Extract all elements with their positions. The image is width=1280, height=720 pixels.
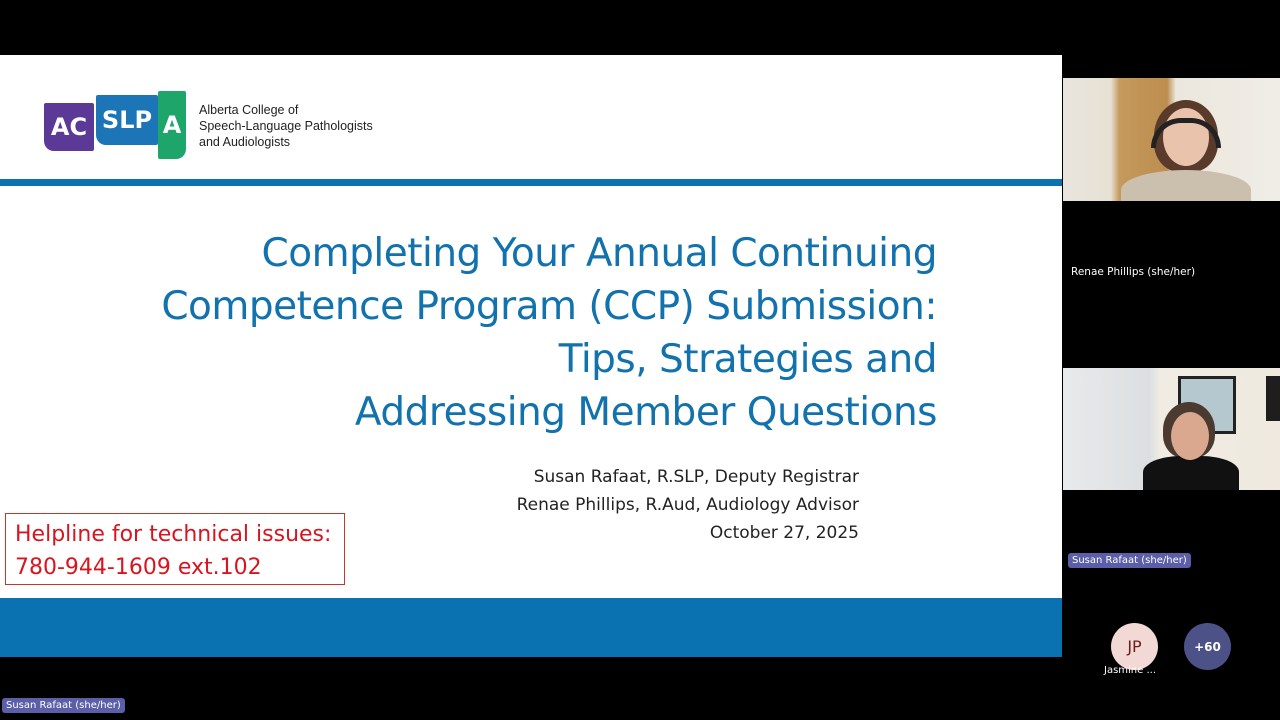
participant-video-susan[interactable] (1063, 368, 1280, 490)
more-participants-button[interactable]: +60 (1184, 623, 1231, 670)
logo-tile-ac: AC (44, 103, 94, 151)
participant-name-susan: Susan Rafaat (she/her) (1068, 553, 1191, 568)
helpline-box: Helpline for technical issues: 780-944-1609 ext.102 (5, 513, 345, 585)
person-body (1121, 170, 1251, 201)
logo-tile-a: A (158, 91, 186, 159)
person-body (1143, 456, 1239, 490)
presenter-name-tag: Susan Rafaat (she/her) (2, 698, 125, 713)
cabinet (1266, 376, 1280, 421)
person-face (1171, 412, 1209, 460)
participant-name-renae: Renae Phillips (she/her) (1071, 266, 1196, 278)
participant-avatar-jp[interactable]: JP (1111, 623, 1158, 670)
footer-band (0, 598, 1062, 657)
slide-title: Completing Your Annual Continuing Competence Program (CCP) Submission: Tips, Strategies and Addressing Member Questions (161, 231, 937, 435)
logo-tile-slp: SLP (96, 95, 158, 145)
participant-video-renae[interactable] (1063, 78, 1280, 201)
shared-slide (0, 55, 1062, 657)
org-name: Alberta College of Speech-Language Pathologists and Audiologists (199, 103, 373, 149)
participant-avatar-name: Jasmine ... (1104, 665, 1157, 676)
presenter-info: Susan Rafaat, R.SLP, Deputy Registrar Renae Phillips, R.Aud, Audiology Advisor October 27, 2025 (516, 467, 859, 543)
header-stripe (0, 179, 1062, 186)
